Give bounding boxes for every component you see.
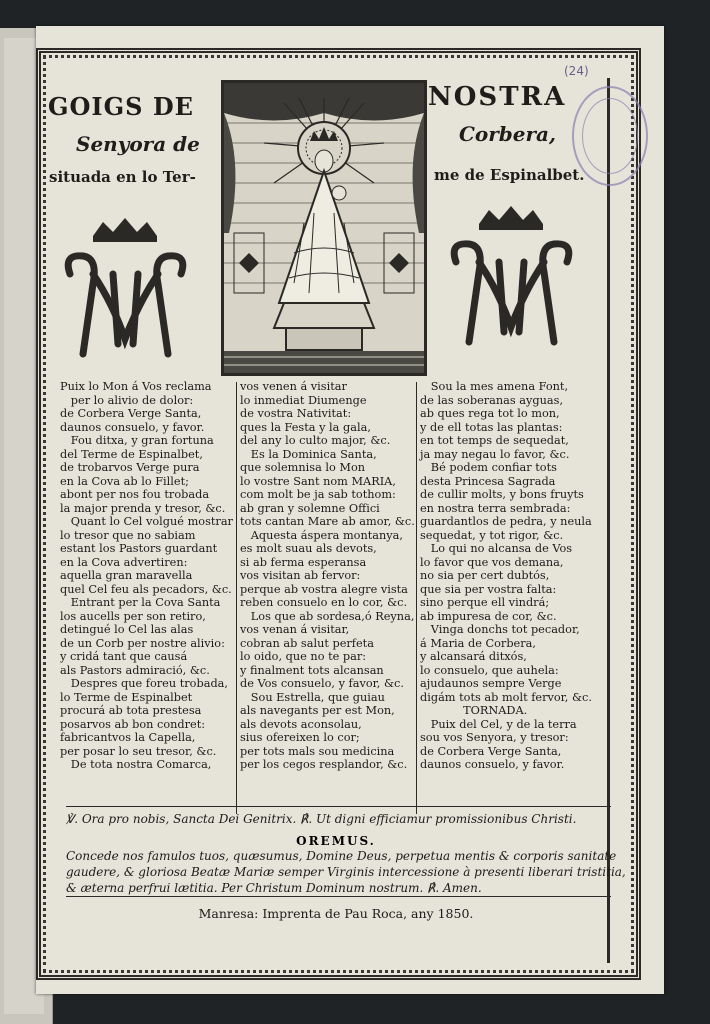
column-divider-2 — [416, 382, 417, 814]
location-right: me de Espinalbet. — [434, 166, 585, 184]
divider-rule-top — [66, 806, 611, 807]
verse-column-3: Sou la mes amena Font, de las soberanas ayguas, ab ques rega tot lo mon, y de ell totas las plantas: en tot temps de sequedat, ja may negau lo favor, &c. Bé podem confiar tots desta Princesa Sagrada de cullir molts, y bons fruyts en nostra terra sembrada: guardantlos de pedra, y neula sequedat, y tot rigor, &c. Lo qui no alcansa de Vos lo favor que vos demana, no sia per cert dubtós, que sia per vostra falta: sino perque ell vindrá; ab impuresa de cor, &c. Vinga donchs tot pecador, á Maria de Corbera, y alcansará ditxós, lo consuelo, que auhela: ajudaunos sempre Verge digám tots ab molt fervor, &c. TORNADA. Puix del Cel, y de la terra sou vos Senyora, y tresor: de Corbera Verge Santa, daunos consuelo, y favor. — [420, 380, 592, 771]
crowned-monogram-right — [444, 202, 579, 347]
verse-column-2: vos venen á visitar lo inmediat Diumenge de vostra Nativitat: ques la Festa y la gala, del any lo culto major, &c. Es la Dominica Santa, que solemnisa lo Mon lo vostre Sant nom MARIA, com molt be ja sab tothom: ab gran y solemne Offici tots cantan Mare ab amor, &c. Aquesta áspera montanya, es molt suau als devots, si ab ferma esperansa vos visitan ab fervor: perque ab vostra alegre vista reben consuelo en lo cor, &c. Los que ab sordesa,ó Reyna, vos venan á visitar, cobran ab salut perfeta lo oido, que no te par: y finalment tots alcansan de Vos consuelo, y favor, &c. Sou Estrella, que guiau als navegants per est Mon, als devots aconsolau, sius ofereixen lo cor; per tots mals sou medicina per los cegos resplandor, &c. — [240, 380, 415, 771]
virgin-woodcut-image — [221, 80, 427, 376]
subtitle-left: Senyora de — [76, 132, 200, 156]
oremus-heading: OREMUS. — [296, 834, 376, 848]
column-divider-1 — [236, 382, 237, 814]
document-sheet — [36, 26, 664, 994]
crowned-monogram-right-art — [444, 202, 579, 347]
crowned-monogram-left-art — [58, 214, 193, 359]
verse-column-1: Puix lo Mon á Vos reclama per lo alivio de dolor: de Corbera Verge Santa, daunos consuelo, y favor. Fou ditxa, y gran fortuna del Terme de Espinalbet, de trobarvos Verge pura en la Cova ab lo Fillet; abont per nos fou trobada la major prenda y tresor, &c. Quant lo Cel volgué mostrar lo tresor que no sabiam estant los Pastors guardant en la Cova advertiren: aquella gran maravella quel Cel feu als pecadors, &c. Entrant per la Cova Santa los aucells per son retiro, detingué lo Cel las alas de un Corb per nostre alivio: y cridá tant que causá als Pastors admiració, &c. Despres que foreu trobada, lo Terme de Espinalbet procurá ab tota prestesa posarvos ab bon condret: fabricantvos la Capella, per posar lo seu tresor, &c. De tota nostra Comarca, — [60, 380, 233, 771]
shelfmark: (24) — [564, 64, 589, 78]
divider-rule-bottom — [66, 896, 611, 897]
crowned-monogram-left — [58, 214, 193, 359]
prayer-text: Concede nos famulos tuos, quæsumus, Domine Deus, perpetua mentis & corporis sanitate gaudere, & gloriosa Beatæ Mariæ semper Virginis intercessione à presenti liberari tristitia, & æterna perfrui lætitia. Per Christum Dominum nostrum. ℟. Amen. — [66, 849, 626, 895]
versicle: ℣. Ora pro nobis, Sancta Dei Genitrix. ℟. Ut digni efficiamur promissionibus Christi. — [66, 812, 577, 826]
imprint: Manresa: Imprenta de Pau Roca, any 1850. — [198, 906, 474, 921]
title-left: GOIGS DE — [48, 92, 194, 121]
subtitle-right: Corbera, — [459, 122, 556, 146]
title-right: NOSTRA — [428, 82, 567, 112]
virgin-woodcut-illustration — [224, 83, 424, 373]
location-left: situada en lo Ter- — [49, 168, 196, 186]
